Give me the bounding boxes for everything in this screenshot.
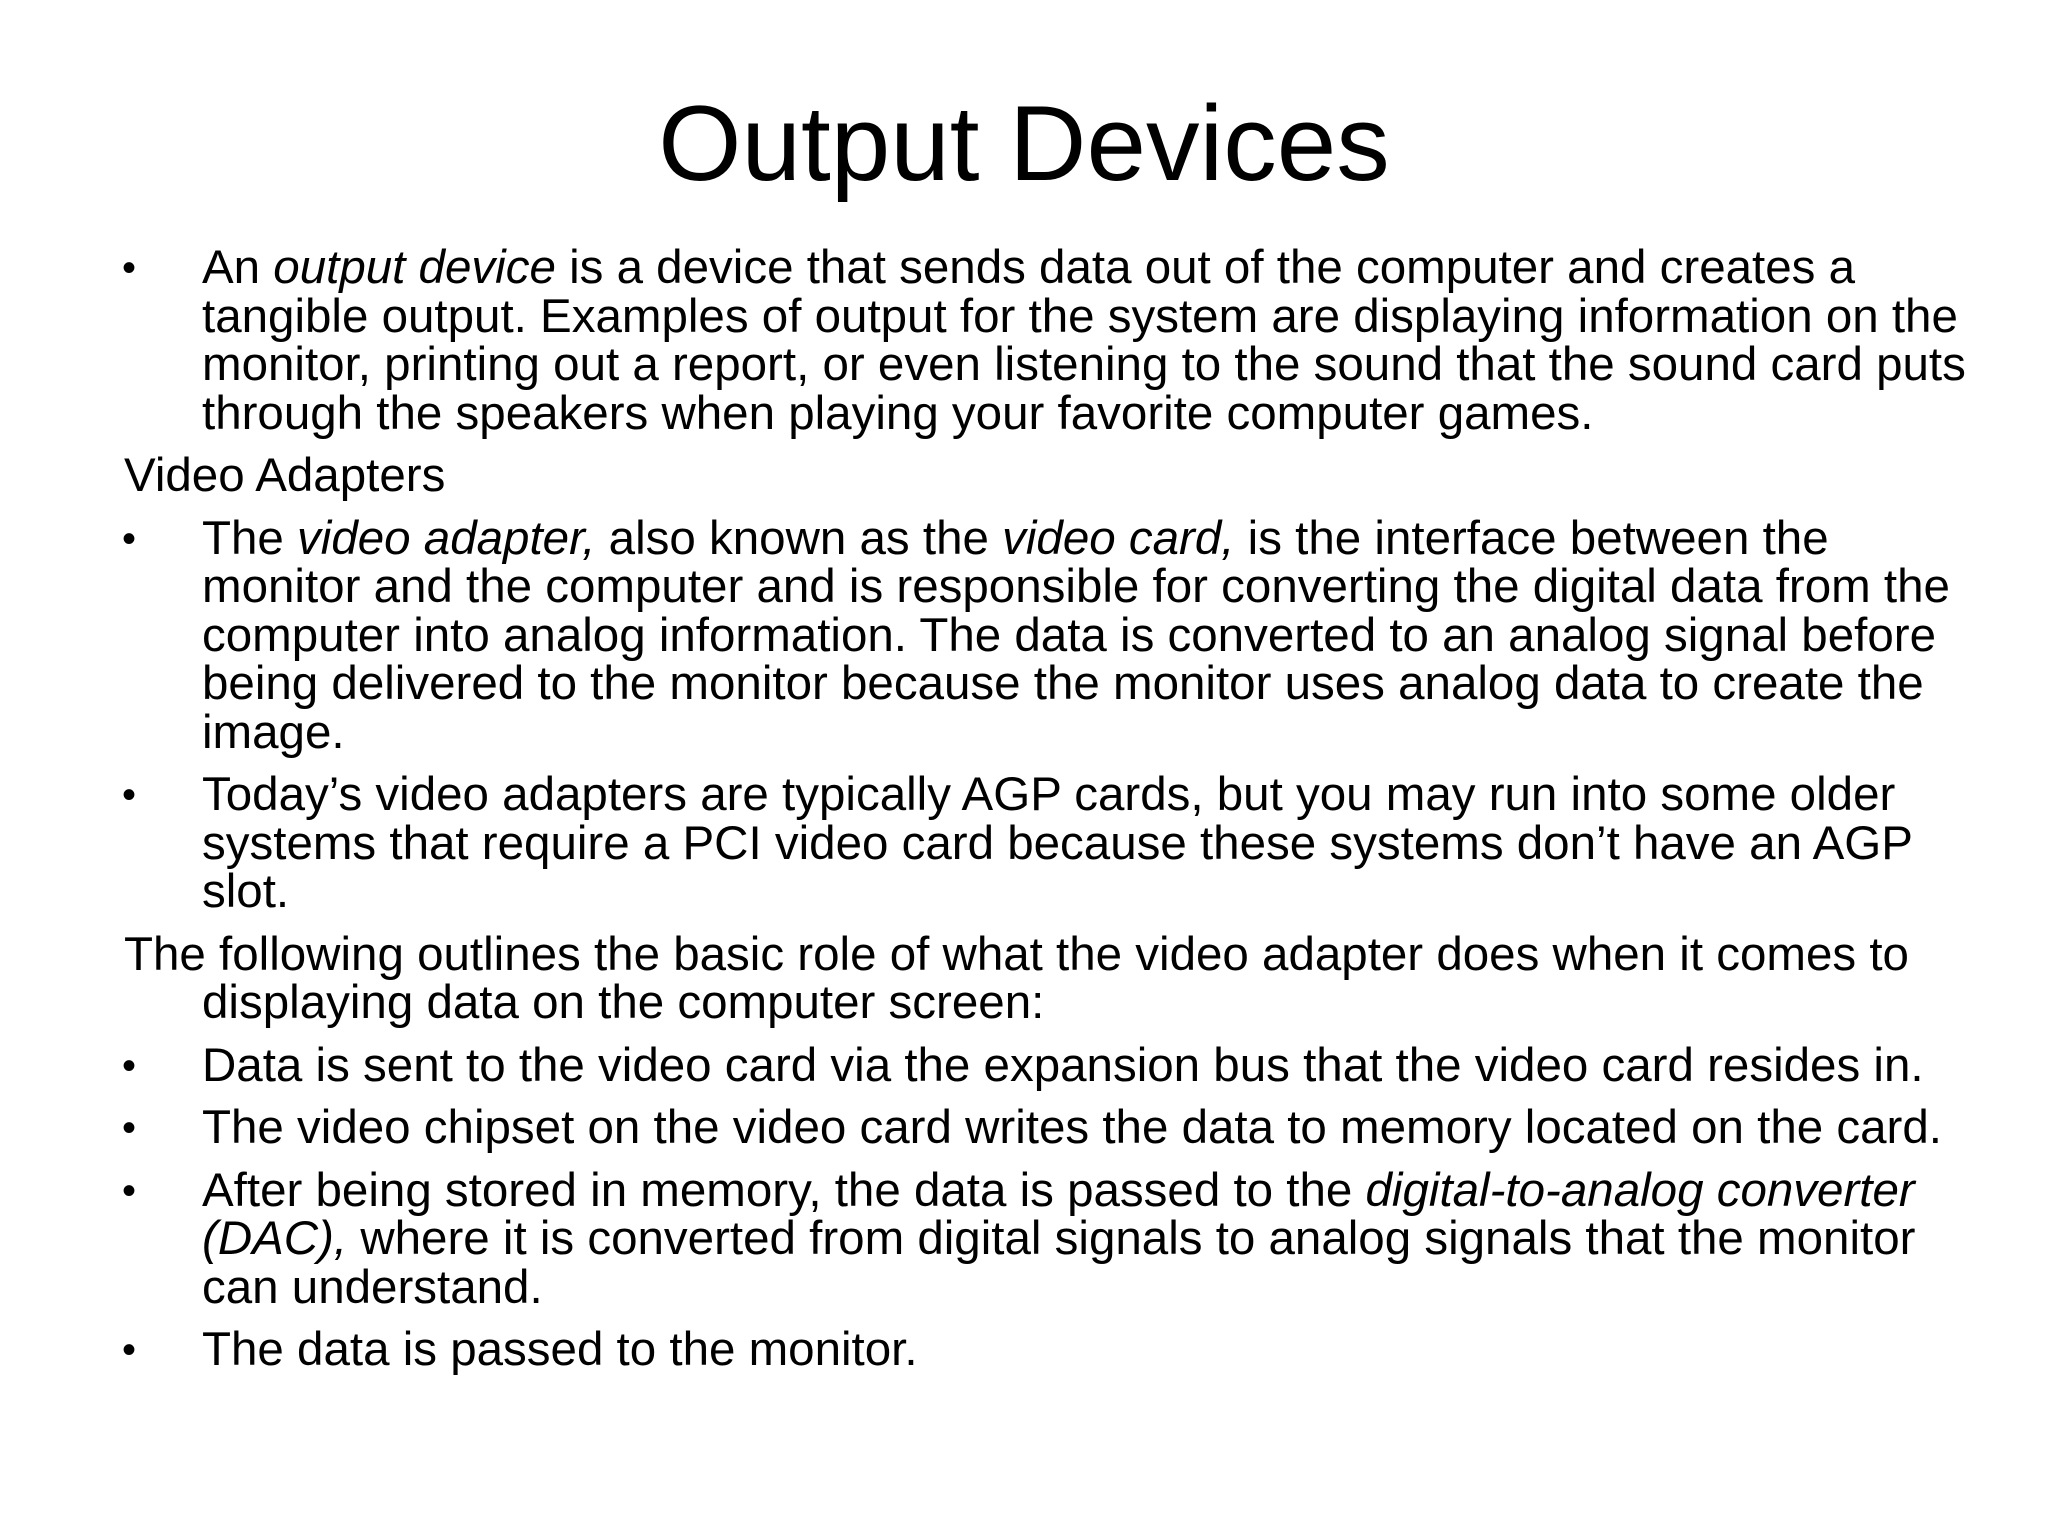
intro-paragraph: The following outlines the basic role of what the video adapter does when it comes to displaying data on the computer screen:: [124, 927, 1909, 1029]
bullet-text: Data is sent to the video card via the expansion bus that the video card resides in.: [202, 1038, 1924, 1092]
bullet-icon: •: [122, 516, 137, 561]
bullet-icon: •: [122, 1328, 137, 1372]
section-heading: Video Adapters: [124, 449, 446, 502]
bullet-text: is a device that sends data out of the computer and creates a tangible output. Examples of output for the system are displaying information on the monitor, printing out a report, or even listening to the sound that the sound card puts through the speakers when playing your favorite computer games.: [202, 241, 1966, 440]
bullet-icon: •: [122, 1106, 137, 1150]
bullet-text: An: [202, 241, 274, 294]
bullet-item: [122, 241, 1984, 440]
bullet-item: [122, 511, 1984, 759]
bullet-icon: •: [122, 773, 137, 817]
bullet-item: [122, 1101, 1984, 1154]
bullet-item: [122, 1038, 1984, 1092]
bullet-text: Today’s video adapters are typically AGP cards, but you may run into some older systems that require a PCI video card because these systems don’t have an AGP slot.: [202, 768, 1913, 918]
bullet-text: also known as the: [595, 511, 1003, 565]
slide-title: Output Devices: [658, 83, 1390, 203]
emphasized-term: video card,: [1002, 511, 1235, 565]
emphasized-term: digital-to-analog converter (DAC),: [202, 1163, 1915, 1265]
bullet-text: is the interface between the monitor and the computer and is responsible for converting the digital data from the computer into analog information. The data is converted to an analog signal before being delivered to the monitor because the monitor uses analog data to create the image.: [202, 511, 1950, 759]
bullet-text: After being stored in memory, the data is passed to the: [202, 1163, 1366, 1217]
bullet-item: [122, 1163, 1984, 1314]
bullet-item: [122, 1323, 1984, 1376]
bullet-icon: •: [122, 1168, 137, 1213]
bullet-item: [122, 768, 1984, 918]
bullet-icon: •: [122, 246, 137, 290]
bullet-text: The: [202, 511, 298, 565]
bullet-icon: •: [122, 1043, 137, 1088]
bullet-text: The data is passed to the monitor.: [202, 1323, 918, 1376]
emphasized-term: output device: [273, 241, 556, 294]
bullet-text: The video chipset on the video card writes the data to memory located on the card.: [202, 1101, 1942, 1154]
slide-body: [122, 241, 1984, 1389]
bullet-text: where it is converted from digital signals to analog signals that the monitor can understand.: [202, 1212, 1916, 1314]
emphasized-term: video adapter,: [297, 511, 596, 565]
